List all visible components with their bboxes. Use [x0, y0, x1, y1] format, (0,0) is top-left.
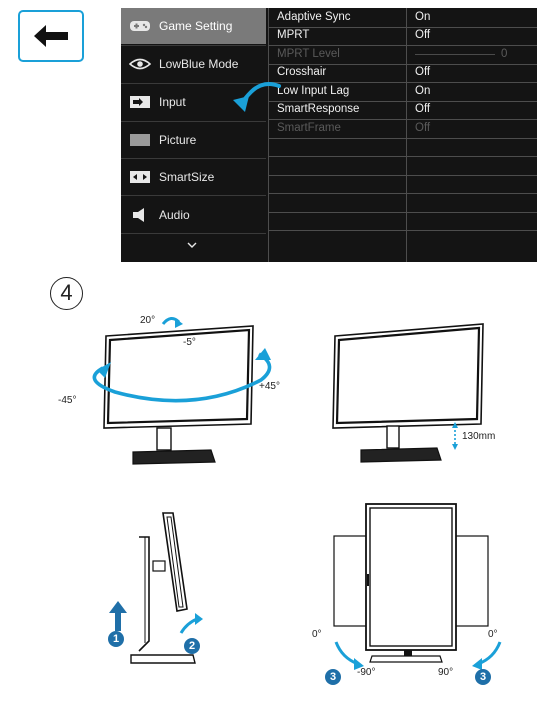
step-badge-1: 1: [108, 631, 124, 647]
swivel-right-label: +45°: [259, 381, 280, 392]
submenu-row-low-input-lag[interactable]: [269, 83, 537, 101]
input-icon: [129, 95, 151, 109]
speaker-icon: [129, 208, 151, 222]
menu-item-label: Game Setting: [159, 19, 233, 33]
pivot-left-end-label: -90°: [357, 667, 376, 678]
pivot-right-end-label: 90°: [438, 667, 454, 678]
submenu-item-value: Off: [415, 29, 431, 41]
submenu-item-label: Low Input Lag: [277, 85, 350, 97]
menu-item-label: SmartSize: [159, 170, 215, 184]
pivot-right-start-label: 0°: [488, 629, 498, 640]
menu-item-label: Picture: [159, 133, 197, 147]
submenu-row-smartframe: [269, 120, 537, 138]
menu-item-label: LowBlue Mode: [159, 57, 239, 71]
submenu-row-mprt[interactable]: [269, 27, 537, 45]
swivel-left-label: -45°: [58, 395, 77, 406]
divider: [269, 138, 537, 139]
divider: [269, 156, 537, 157]
submenu-row-smartresponse[interactable]: [269, 101, 537, 119]
divider: [269, 230, 537, 231]
chevron-down-icon[interactable]: [186, 241, 198, 249]
menu-item-lowblue-mode[interactable]: [121, 46, 266, 82]
submenu-item-value: Off: [415, 66, 431, 78]
divider: [121, 233, 266, 234]
step-badge-3-left: 3: [325, 669, 341, 685]
menu-item-game-setting[interactable]: [121, 8, 266, 44]
osd-menu: [121, 8, 537, 262]
submenu-item-value: Off: [415, 103, 431, 115]
pivot-illustration: [320, 500, 530, 670]
height-label: 130mm: [462, 431, 496, 442]
menu-item-label: Audio: [159, 208, 190, 222]
submenu-item-label: Adaptive Sync: [277, 11, 351, 23]
picture-icon: [129, 133, 151, 147]
menu-item-label: Input: [159, 95, 186, 109]
divider: [269, 193, 537, 194]
tilt-up-label: 20°: [140, 315, 156, 326]
divider: [269, 101, 537, 102]
submenu-row-mprt-level: [269, 46, 537, 64]
submenu-item-label: Crosshair: [277, 66, 327, 78]
divider: [121, 195, 266, 196]
left-arrow-icon: [34, 25, 68, 47]
gamepad-icon: [129, 19, 151, 33]
menu-item-picture[interactable]: [121, 122, 266, 158]
submenu-item-value: Off: [415, 122, 431, 134]
submenu-row-adaptive-sync[interactable]: [269, 9, 537, 27]
eye-icon: [129, 57, 151, 71]
submenu-item-value: On: [415, 85, 431, 97]
menu-item-audio[interactable]: [121, 197, 266, 233]
submenu-row-crosshair[interactable]: [269, 64, 537, 82]
back-button[interactable]: [18, 10, 84, 62]
divider: [269, 27, 537, 28]
level-slider: [415, 54, 495, 55]
divider: [269, 212, 537, 213]
submenu-item-label: SmartFrame: [277, 122, 341, 134]
divider: [269, 64, 537, 65]
smartsize-icon: [129, 170, 151, 184]
pointer-arrow-icon: [227, 78, 283, 114]
step-badge-2: 2: [184, 638, 200, 654]
step-number: 4: [50, 277, 83, 310]
submenu-item-label: SmartResponse: [277, 103, 360, 115]
divider: [269, 175, 537, 176]
divider: [269, 82, 537, 83]
step-badge-3-right: 3: [475, 669, 491, 685]
pivot-left-start-label: 0°: [312, 629, 322, 640]
divider: [269, 45, 537, 46]
submenu-item-label: MPRT: [277, 29, 310, 41]
height-adjust-illustration: [325, 318, 495, 468]
menu-item-smartsize[interactable]: [121, 159, 266, 195]
submenu-item-value: On: [415, 11, 431, 23]
divider: [269, 119, 537, 120]
submenu-item-label: MPRT Level: [277, 48, 340, 60]
tilt-down-label: -5°: [183, 337, 196, 348]
submenu-item-value: 0: [501, 48, 508, 60]
